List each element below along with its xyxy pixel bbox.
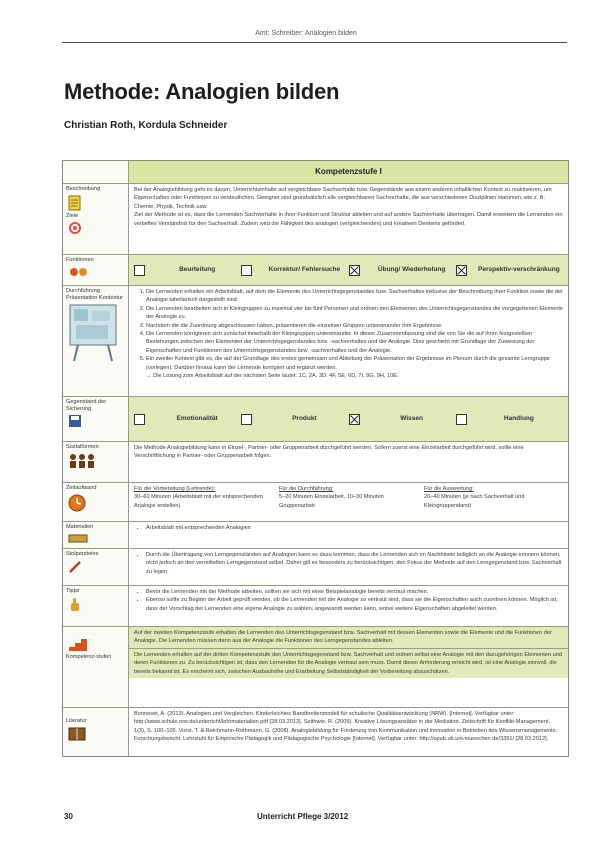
tipps-cell [129,586,568,626]
materialien-text: • Arbeitsblatt mit entsprechenden Analogien [146,524,563,532]
header-rule [62,42,567,43]
table-header: Kompetenzstufe I [129,161,568,183]
stolpersteine-cell [129,549,568,585]
stairs-icon [68,638,88,652]
page-number: 30 [64,812,73,821]
label-cell [63,483,129,521]
funktionen-cell [129,255,568,285]
label-sozialformen: Sozialformen [66,444,99,450]
label-materialien: Materialien [66,524,94,530]
checkbox [134,414,145,425]
label-beschreibung: Beschreibung [66,186,101,192]
label-cell [63,627,129,707]
label-zeitaufwand: Zeitaufwand [66,485,97,491]
sozialformen-cell: Die Methode Analogiebildung kann in Einzel-, Partner- oder Gruppenarbeit durchgeführt werden. Sofern zuerst eine Einzelarbeit durchgeführt wird, sollte eine Verschriftlichung in Partner- oder Gruppenarbeit folgen. [129,442,568,482]
literatur-cell: Bonneset, A. (2013). Analogien und Vergleichen. Kinderleichtes Bandbreitenmodell für schulische Qualitätsentwicklung (NRW). [Internet]. Verfügbar unter: http://www.schule.nrw.de/unterricht/lehrmaterialien.pdf [28.03.2013]. Seithwie, R. (2009). Kreative Lösungsansätze in der Mediation. Zeitschrift für Konflikt-Management, 1(3), S. 100–105. Vorst, T. & Reichmann-Rothmann, G. (2008). Analogiebildung für Förderung von Kommunikation und Innovation in Betrieben des Wissensmanagements. Forschungsbericht. Lehrstuhl für Empirische Pädagogik und Pädagogische Psychologie [Internet]. Verfügbar unter: http://epub.ub.uni-muenchen.de/3391/ [28.03.2012]. [129,708,568,756]
beschreibung-ziele-cell [129,184,568,254]
durchfuehrung-step: 4. Die Lernenden korrigieren sich zunächst innerhalb der Kleingruppen untereinander. In dieser Zusammenfassung sind die von Sie die auf ihren festgestellten Beziehungen zwischen den Elementen der Unterrichtsgegenstandes bzw. -sachverhaltes und der Analogie. Dies geschieht mit Grundlage der Zuweisung der Eigenschaften und Funktionen des Unterrichtsgegenstandes bzw. -sachverhaltes und der Analogie. [146,330,563,355]
running-head: Amt: Schreiber: Analogien bilden [255,30,357,37]
gears-icon [68,266,90,278]
label-cell [63,184,129,254]
sicherung-cell [129,397,568,441]
kompetenz-cell [129,627,568,707]
authors: Christian Roth, Kordula Schneider [64,120,228,131]
label-literatur: Literatur [66,718,87,724]
durchfuehrung-note: → Die Lösung zum Arbeitsblatt auf der nächsten Seite lautet: 1C, 2A, 3D, 4F, 5E, 6D, 7I, 8G, 9H, 10E. [146,373,399,380]
durchfuehrung-step: 3. Nachdem die die Zuordnung abgeschlossen haben, präsentieren die einzelnen Gruppen untereinander ihre Ergebnisse. [146,322,563,330]
target-icon [68,221,82,235]
thumbs-up-icon [68,597,82,613]
materials-icon [68,533,88,543]
funktion-korrektur: Korrektur/ Fehlersuche [241,265,348,276]
document-icon [68,195,82,211]
checkbox-checked [349,265,360,276]
checkbox [134,265,145,276]
funktion-uebung: Übung/ Wiederholung [349,265,456,276]
funktion-beurteilung: Beurteilung [134,265,241,276]
pencil-icon [68,560,82,574]
journal-footer: Unterricht Pflege 3/2012 [257,812,349,821]
vorbereitung-head: Für die Vorbereitung (Lehrende): [134,486,216,492]
beschreibung-text: Bei der Analogiebildung geht es darum, Unterrichtsinhalte auf vergleichbare Sachverhalte bzw. Gegenstände aus einem anderen inhaltlichen Kontext zu reaktivieren, um Eigenschaften oder Funktionen zu verdeutlichen. Geeignet sind grundsätzlich alle vergleichbaren Sachverhalte, die aus verschiedenen Disziplinen stammen, wie z. B. Chemie, Physik, Technik usw. [134,187,552,210]
durchfuehrung-time-text: 5–20 Minuten Einzelarbeit, 10–30 Minuten Gruppenarbeit [279,494,384,509]
label-ziele: Ziele [66,212,79,219]
label-cell [63,442,129,482]
header-side [63,161,129,183]
kompetenz-stufe2: Auf der zweiten Kompetenzstufe erhalten die Lernenden den Unterrichtsgegenstand bzw. Sachverhalt mit dessen Elementen sowie die Elemente und die Funktionen der Analogie. Die Lernenden müssen dann aus der Analogie die Funktionen des Lerngegenstandes ableiten. [129,627,568,648]
label-funktionen: Funktionen [66,257,94,263]
ziele-text: Ziel der Methode ist es, dass die Lernenden Sachverhalte in ihrer Funktion und Struktur ableiten und auf andere Sachverhalte übertragen. Damit erweitern die Lernenden ein vertieftes Verständnis für den Sachverhalt. Zudem wird die Fähigkeit des analogen (vergleichenden) und kreativen Denkens gefördert. [134,212,563,227]
durchfuehrung-step: 5. Ein zweiter Kontext gibt es, die auf der Grundlage des erstes gemeinsam und Ableitung der Präsentation der Ergebnisse im Plenum durch die gesamte Lerngruppe (vorlegen). Darüber hinaus kann der Lernende korrigiert und ergänzt werden. [146,355,563,372]
auswertung-text: 20–40 Minuten (je nach Sachverhalt und Kleingruppendarst) [424,494,525,509]
sicherung-handlung: Handlung [456,414,563,425]
tipp-item: • Ebenso sollte zu Beginn der Arbeit geprüft werden, ob die Lernenden mit der Analogie so vertraut sind, dass sie die Eigenschaften auch zuordnen können. Möglich ist, dass der Vorschlag der Lernenden eine eigene Analogie zu wählen, angewandt werden kann, wobei weitere Eigenschaften abgeleitet werden. [146,596,563,613]
label-cell [63,255,129,285]
checkbox-checked [349,414,360,425]
label-durchfuehrung: Durchführung Präsentation Kontextur [66,288,123,301]
label-cell [63,708,129,756]
label-cell [63,522,129,548]
durchfuehrung-head: Für die Durchführung: [279,486,334,492]
checkbox [456,414,467,425]
durchfuehrung-cell [129,286,568,396]
book-icon [68,727,86,741]
label-cell [63,549,129,585]
zeitaufwand-cell [129,483,568,521]
label-cell [63,586,129,626]
checkbox-checked [456,265,467,276]
kompetenz-stufe3: Die Lernenden erhalten auf der dritten Kompetenzstufe den Unterrichtsgegenstand bzw. Sachverhalt und ordnen selbst eine Analogie mit den dazugehörigen Elementen und deren Funktionen zu. Zu berücksichtigen ist, dass den Lernenden für die Analogie vertraut sein muss. Damit dieser Anforderung erreicht wird, ist eine Analogie sinnvoll, die bereits bekannt ist. Es erscheint sich, zwischen Ausbauhöhe und Erarbeitung Selbstständigkeit der Vorbereitung abzuschätzen. [129,648,568,678]
durchfuehrung-step: 2. Die Lernenden bearbeiten sich in Kleingruppen zu maximal vier bis fünf Personen und ordnen den Elementen des Unterrichtsgegenstandes die vorgegebenen Elemente der Analogie zu. [146,305,563,322]
tipp-item: • Bevor die Lernenden mit der Methode arbeiten, sollten sie sich mit einer Beispielanalogie bereits vertraut machen. [146,588,563,596]
page-title: Methode: Analogien bilden [64,79,340,104]
checkbox [241,414,252,425]
sicherung-produkt: Produkt [241,414,348,425]
people-icon [68,453,96,469]
materialien-cell [129,522,568,548]
whiteboard-icon [68,303,120,363]
checkbox [241,265,252,276]
stolpersteine-text: • Durch die Übertragung von Lerngegenständen auf Analogien kann es dazu kommen, dass die Lernenden sich im Nachhinein lediglich an die Analogie erinnern können, nicht jedoch an den vermittelten Lerngegenstand selbst. Daher gilt es besonders zu berücksichtigen, den Fokus der Methode auf den Lerngegenstand bzw. Sachverhalt zu legen. [146,551,563,576]
label-cell [63,286,129,396]
label-tipps: Tipps [66,588,80,594]
sicherung-wissen: Wissen [349,414,456,425]
label-stolpersteine: Stolpersteine [66,551,99,557]
durchfuehrung-step: 1. Die Lernenden erhalten ein Arbeitsblatt, auf dem die Elemente des Unterrichtsgegenstandes bzw. Sachverhaltes inklusive der Beschreibung ihrer Funktion sowie die der Analogie tabellarisch dargestellt sind. [146,288,563,305]
label-cell [63,397,129,441]
vorbereitung-text: 30–60 Minuten (Arbeitsblatt mit der entsprechenden Analogie erstellen) [134,494,263,509]
funktion-perspektive: Perspektiv-verschränkung [456,265,563,276]
sicherung-emotionalitaet: Emotionalität [134,414,241,425]
label-sicherung: Gegenstand der Sicherung [66,399,107,412]
auswertung-head: Für die Auswertung: [424,486,474,492]
clock-icon [68,494,86,512]
label-kompetenzstufen: Kompetenz-stufen [66,654,112,660]
disk-icon [68,414,82,428]
method-table [62,160,569,757]
